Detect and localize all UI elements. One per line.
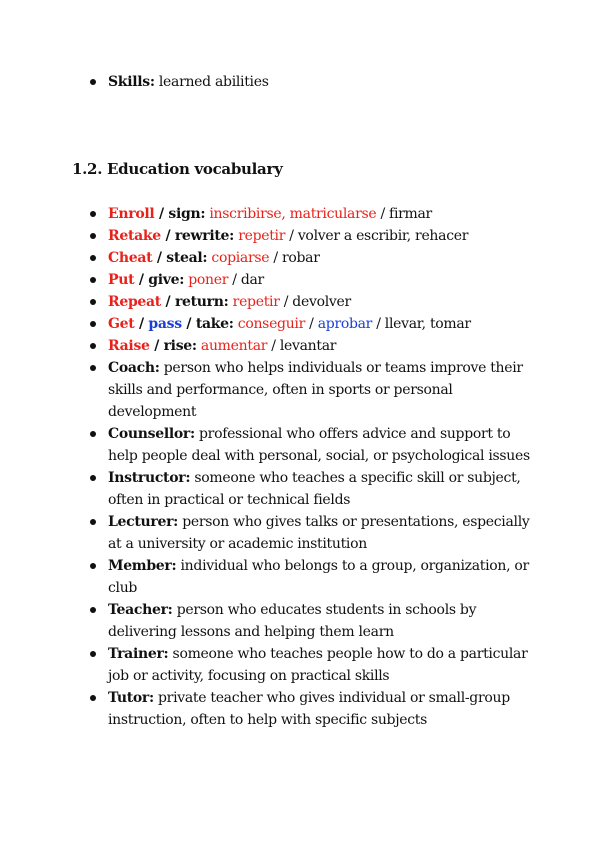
list-item bbox=[90, 225, 530, 247]
translation-rest: / volver a escribir, rehacer bbox=[285, 228, 469, 244]
list-item bbox=[90, 511, 530, 555]
list-item bbox=[90, 335, 530, 357]
term: Retake bbox=[108, 228, 161, 244]
term: give: bbox=[148, 272, 185, 288]
list-item bbox=[90, 313, 530, 335]
term: Enroll bbox=[108, 206, 155, 222]
definition: person who gives talks or presentations, especially at a university or academic institution bbox=[108, 514, 530, 552]
list-item bbox=[90, 599, 530, 643]
term: Repeat bbox=[108, 294, 161, 310]
translation: poner bbox=[188, 272, 229, 288]
term: Counsellor: bbox=[108, 426, 195, 442]
separator: / bbox=[149, 338, 164, 354]
list-item bbox=[90, 467, 530, 511]
translation: inscribirse, matricularse bbox=[209, 206, 377, 222]
definition: person who helps individuals or teams improve their skills and performance, often in sports or personal development bbox=[108, 360, 523, 420]
term: Lecturer: bbox=[108, 514, 179, 530]
term: Skills: bbox=[108, 74, 155, 90]
separator: / bbox=[134, 316, 149, 332]
translation: copiarse bbox=[211, 250, 270, 266]
definition: someone who teaches people how to do a particular job or activity, focusing on practical skills bbox=[108, 646, 528, 684]
translation-rest: / levantar bbox=[267, 338, 337, 354]
translation: repetir bbox=[232, 294, 280, 310]
translation-rest: / firmar bbox=[376, 206, 432, 222]
term: Coach: bbox=[108, 360, 160, 376]
translation: repetir bbox=[238, 228, 286, 244]
translation-rest: / devolver bbox=[279, 294, 351, 310]
definition: someone who teaches a specific skill or subject, often in practical or technical fields bbox=[108, 470, 521, 508]
term: Member: bbox=[108, 558, 177, 574]
separator: / bbox=[160, 294, 175, 310]
translation: aprobar bbox=[317, 316, 373, 332]
separator: / bbox=[305, 316, 318, 332]
separator: / bbox=[181, 316, 196, 332]
list-item bbox=[90, 203, 530, 225]
separator: / bbox=[160, 228, 175, 244]
list-item bbox=[90, 291, 530, 313]
definition: private teacher who gives individual or small-group instruction, often to help with specific subjects bbox=[108, 690, 510, 728]
term: return: bbox=[174, 294, 229, 310]
list-item bbox=[90, 687, 530, 731]
vocabulary-list bbox=[90, 203, 530, 731]
list-item bbox=[90, 555, 530, 599]
term: take: bbox=[195, 316, 234, 332]
term: Put bbox=[108, 272, 135, 288]
translation: conseguir bbox=[237, 316, 306, 332]
term: pass bbox=[148, 316, 182, 332]
term: Teacher: bbox=[108, 602, 173, 618]
list-item bbox=[90, 247, 530, 269]
translation: aumentar bbox=[200, 338, 268, 354]
translation-rest: / robar bbox=[269, 250, 320, 266]
term: sign: bbox=[168, 206, 206, 222]
definition: professional who offers advice and support to help people deal with personal, social, or psychological issues bbox=[108, 426, 530, 464]
term: rewrite: bbox=[174, 228, 235, 244]
term: rise: bbox=[163, 338, 197, 354]
term: Raise bbox=[108, 338, 150, 354]
list-item bbox=[90, 269, 530, 291]
term: Cheat bbox=[108, 250, 153, 266]
list-item bbox=[90, 71, 530, 93]
translation-rest: / dar bbox=[228, 272, 264, 288]
list-item bbox=[90, 423, 530, 467]
separator: / bbox=[152, 250, 167, 266]
list-item bbox=[90, 357, 530, 423]
section-heading: 1.2. Education vocabulary bbox=[72, 160, 283, 178]
intro-list bbox=[90, 71, 530, 93]
term: steal: bbox=[166, 250, 208, 266]
term: Get bbox=[108, 316, 135, 332]
separator: / bbox=[154, 206, 169, 222]
list-item bbox=[90, 643, 530, 687]
definition: individual who belongs to a group, organization, or club bbox=[108, 558, 529, 596]
term: Trainer: bbox=[108, 646, 169, 662]
separator: / bbox=[134, 272, 149, 288]
definition: learned abilities bbox=[154, 74, 269, 90]
term: Tutor: bbox=[108, 690, 154, 706]
definition: person who educates students in schools by delivering lessons and helping them learn bbox=[108, 602, 477, 640]
translation-rest: / llevar, tomar bbox=[372, 316, 471, 332]
term: Instructor: bbox=[108, 470, 191, 486]
